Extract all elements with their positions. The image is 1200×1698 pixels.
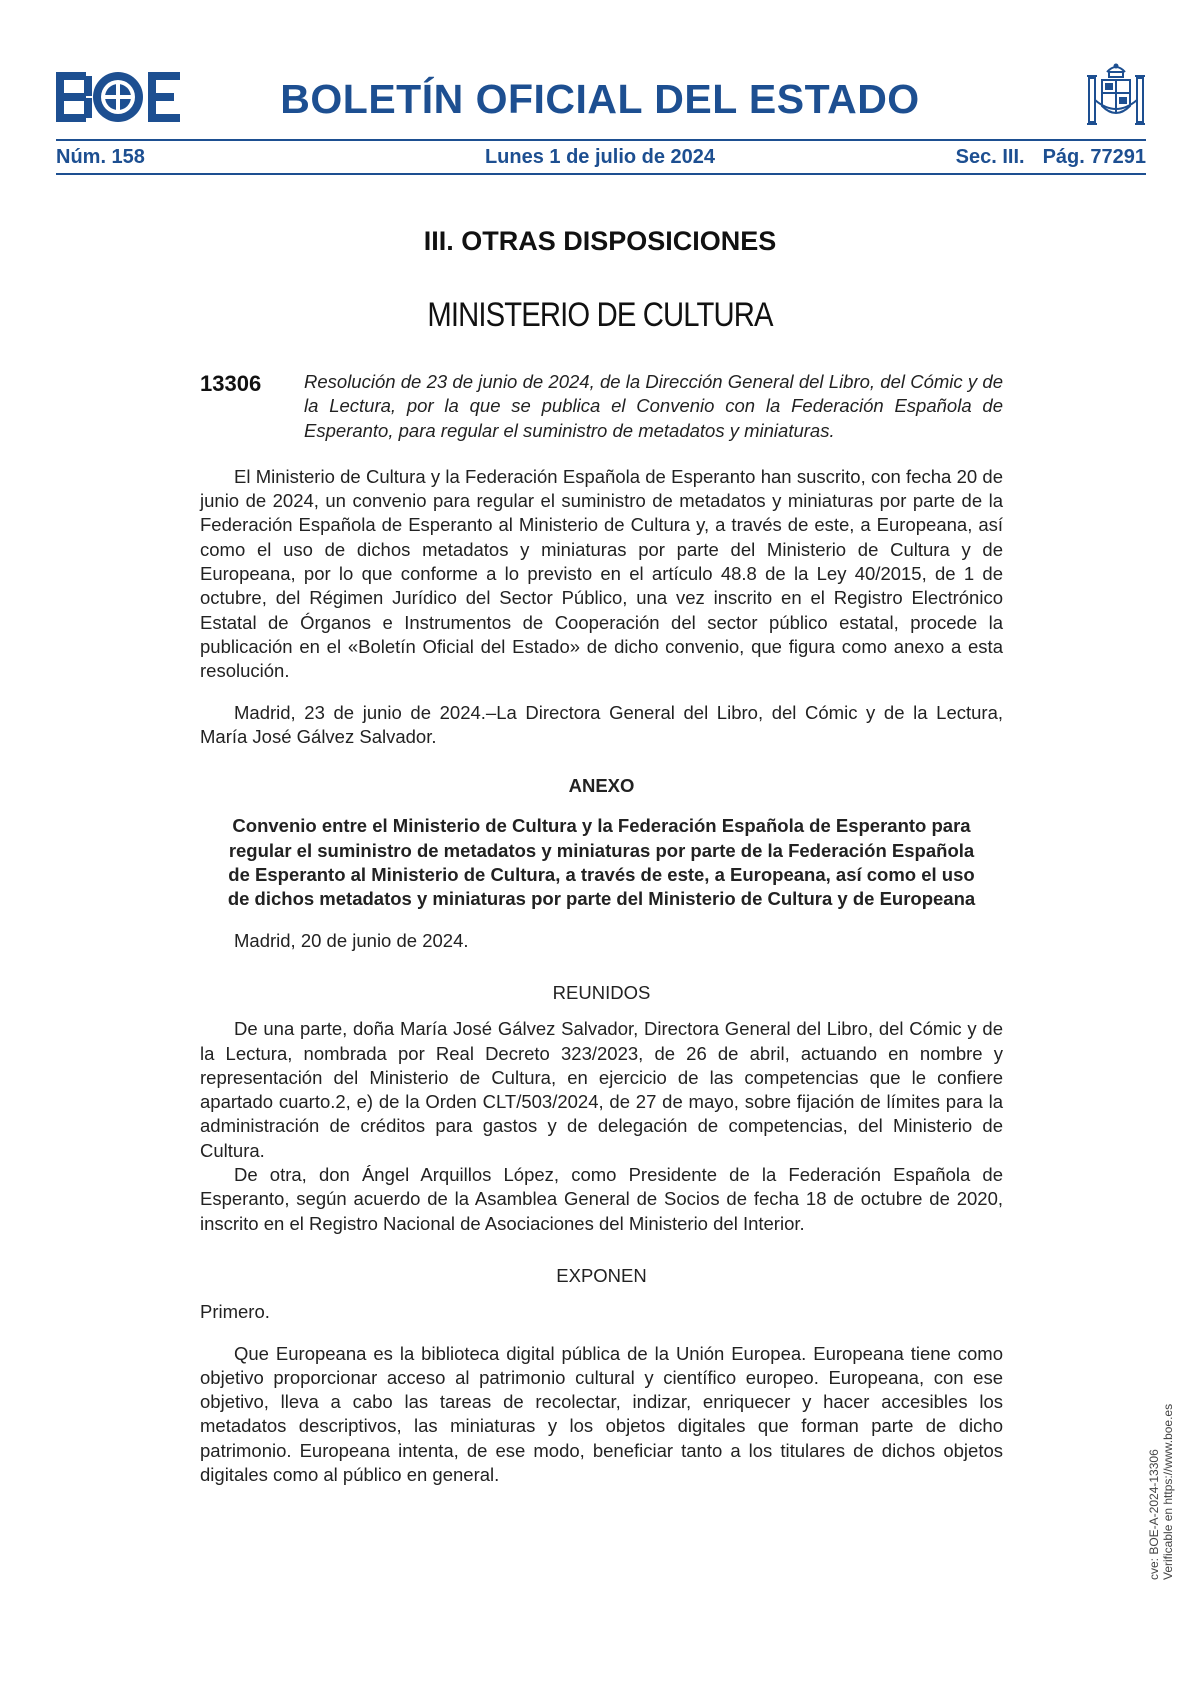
page-number: Pág. 77291: [1042, 146, 1146, 168]
reunidos-heading: REUNIDOS: [552, 981, 651, 1003]
document-body: [200, 370, 1003, 1487]
clause-label: Primero.: [200, 1301, 270, 1323]
issue-date: Lunes 1 de julio de 2024: [484, 146, 716, 168]
reunidos-paragraph: De otra, don Ángel Arquillos López, como Presidente de la Federación Española de Esperanto, según acuerdo de la Asamblea General de Socios de fecha 18 de octubre de 2020, inscrito en el Registro Nacional de Asociaciones del Ministerio del Interior.: [200, 1164, 1003, 1234]
section-page-info: [956, 146, 1146, 169]
annex-heading: ANEXO: [568, 775, 635, 797]
exponen-heading: EXPONEN: [556, 1264, 647, 1286]
newspaper-title: BOLETÍN OFICIAL DEL ESTADO: [280, 76, 920, 122]
header-rule-top: [56, 139, 1146, 141]
resolution-block: [200, 370, 1003, 443]
agreement-title: Convenio entre el Ministerio de Cultura y la Federación Española de Esperanto para regular el suministro de metadatos y miniaturas por parte de la Federación Española de Esperanto al Ministerio de Cultura, a través de este, a Europeana, así como el uso de dichos metadatos y miniaturas por parte del Ministerio de Cultura y de Europeana: [227, 815, 976, 910]
section-label: Sec. III.: [955, 146, 1025, 168]
cve-code: cve: BOE-A-2024-13306: [1147, 1449, 1161, 1580]
clause-paragraph: Que Europeana es la biblioteca digital pública de la Unión Europea. Europeana tiene como objetivo proporcionar acceso al patrimonio cultural y científico europeo. Europeana, con ese objetivo, lleva a cabo las tareas de recolectar, indizar, enriquecer y hacer accesibles los metadatos descriptivos, las miniaturas y los objetos digitales que forman parte de dicho patrimonio. Europeana intenta, de ese modo, beneficiar tanto a los titulares de dichos objetos digitales como al público en general.: [200, 1342, 1003, 1485]
reunidos-paragraph: De una parte, doña María José Gálvez Salvador, Directora General del Libro, del Cómic y de la Lectura, nombrada por Real Decreto 323/2023, de 26 de abril, actuando en nombre y representación del Ministerio de Cultura, en ejercicio de las competencias que le confiere apartado cuarto.2, e) de la Orden CLT/503/2024, de 27 de mayo, sobre fijación de límites para la administración de créditos para gastos y de delegación de competencias, del Ministerio de Cultura.: [200, 1018, 1003, 1161]
place-date: Madrid, 20 de junio de 2024.: [234, 929, 469, 951]
section-title: III. OTRAS DISPOSICIONES: [423, 226, 777, 256]
body-paragraph: El Ministerio de Cultura y la Federación Española de Esperanto han suscrito, con fecha 20 de junio de 2024, un convenio para regular el suministro de metadatos y miniaturas por parte de la Federación Española de Esperanto al Ministerio de Cultura y, a través de este, a Europeana, así como el uso de dichos metadatos y miniaturas por parte del Ministerio de Cultura y de Europeana, por lo que conforme a lo previsto en el artículo 48.8 de la Ley 40/2015, de 1 de octubre, del Régimen Jurídico del Sector Público, una vez inscrito en el Registro Electrónico Estatal de Órganos e Instrumentos de Cooperación del sector público estatal, procede la publicación en el «Boletín Oficial del Estado» de dicho convenio, que figura como anexo a esta resolución.: [200, 465, 1003, 682]
signature-paragraph: Madrid, 23 de junio de 2024.–La Directora General del Libro, del Cómic y de la Lectura, María José Gálvez Salvador.: [200, 701, 1003, 747]
resolution-number: 13306: [200, 371, 262, 396]
verification-note: [1147, 1404, 1175, 1580]
verification-link[interactable]: Verificable en https://www.boe.es: [1161, 1403, 1175, 1580]
header-rule-bottom: [56, 173, 1146, 175]
coat-of-arms-icon: [1085, 60, 1147, 130]
resolution-summary: Resolución de 23 de junio de 2024, de la Dirección General del Libro, del Cómic y de la Lectura, por la que se publica el Convenio con la Federación Española de Esperanto, para regular el suministro de metadatos y miniaturas.: [304, 371, 1003, 441]
issue-number: Núm. 158: [56, 146, 145, 168]
ministry-title: MINISTERIO DE CULTURA: [427, 296, 773, 334]
